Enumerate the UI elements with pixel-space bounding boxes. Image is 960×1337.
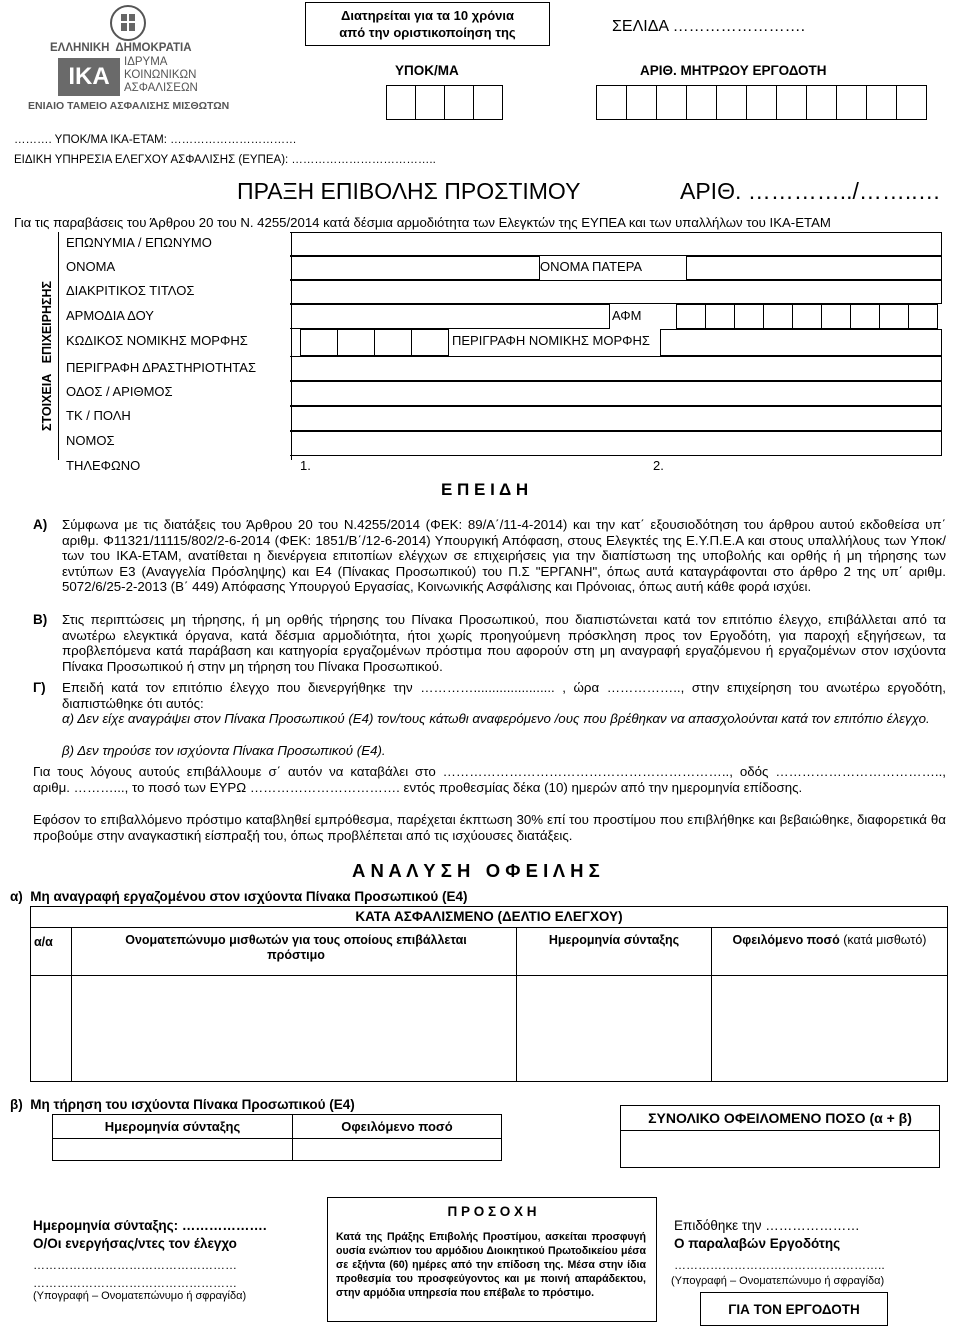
ika-mark-icon xyxy=(58,58,120,96)
footer-dots-3: …………………………………………….. xyxy=(674,1258,885,1272)
logo-line-2: ΔΗΜΟΚΡΑΤΙΑ xyxy=(115,42,192,54)
section-b-amount-field[interactable] xyxy=(293,1139,501,1160)
attention-text: Κατά της Πράξης Επιβολής Προστίμου, ασκείται προσφυγή ουσία ενώπιον του αρμόδιου Διοικητικού Πρωτοδικείου μέσα σε εξήντα (60) ημέρες από την επίδοση της. Μέσα στην ίδια προθεσμία του προσφεύγοντος και με ποινή απαράδεκτου, στην αρμόδια υπηρεσία που επέβαλε το πρόστιμο. xyxy=(336,1231,646,1299)
section-a-table-title: ΚΑΤΑ ΑΣΦΑΛΙΣΜΕΝΟ (ΔΕΛΤΙΟ ΕΛΕΓΧΟΥ) xyxy=(355,909,623,924)
clause-b-text: Στις περιπτώσεις μη τήρησης, ή μη ορθής τήρησης του Πίνακα Προσωπικού, που διαπιστώνεται κατά τον επιτόπιο έλεγχο, επιβάλλεται από τα ανωτέρω ελεγκτικά όργανα, κατά δέσμια αρμοδιότητα, ήτοι χωρίς προηγούμενη πρόσκληση προς τον Εργοδότη, για παροχή εξηγήσεων, τα προβλεπόμενα κατά παράβαση και κατηγορία εργαζομένων πρόστιμα που αφορούν στη μη αναγραφή εργαζόμενου ή εργαζομένων στον ισχύοντα Πίνακα Προσωπικού ή στην μη τήρηση του Πίνακα Προσωπικού. xyxy=(62,612,946,674)
discount-text: Εφόσον το επιβαλλόμενο πρόστιμο καταβληθεί εμπρόθεσμα, παρέχεται έκπτωση 30% επί του προστίμου που επιβλήθηκε και βεβαιώθηκε, διαφορετικά θα προβούμε στην αναγκαστική είσπραξή του, όπως προβλέπεται από τις ισχύουσες διατάξεις. xyxy=(33,812,946,843)
label-first-name: ΟΝΟΜΑ xyxy=(66,259,116,274)
logo-line-5: ΑΣΦΑΛΙΣΕΩΝ xyxy=(124,82,198,94)
retention-line-1: Διατηρείται για τα 10 χρόνια xyxy=(340,8,515,23)
activity-field[interactable] xyxy=(290,356,942,381)
label-legal-form-code: ΚΩΔΙΚΟΣ ΝΟΜΙΚΗΣ ΜΟΡΦΗΣ xyxy=(66,333,248,348)
father-name-field[interactable] xyxy=(686,256,942,280)
subtitle: Για τις παραβάσεις του Άρθρου 20 του Ν. 4255/2014 κατά δέσμια αρμοδιότητα των Ελεγκτών της ΕΥΠΕΑ και των υπαλλήλων του ΙΚΑ-ΕΤΑΜ xyxy=(14,215,831,230)
ika-branch-line: ………. ΥΠΟΚ/ΜΑ ΙΚΑ-ΕΤΑΜ: …………………………… xyxy=(14,134,297,146)
employer-reg-label: ΑΡΙΘ. ΜΗΤΡΩΟΥ ΕΡΓΟΔΟΤΗ xyxy=(640,63,827,78)
footer-sign-right: (Υπογραφή – Ονοματεπώνυμο ή σφραγίδα) xyxy=(671,1275,885,1287)
retention-box xyxy=(305,2,550,46)
footer-date-label: Ημερομηνία σύνταξης: ………………. xyxy=(33,1218,267,1233)
street-field[interactable] xyxy=(290,381,942,406)
section-b-date-field[interactable] xyxy=(53,1139,292,1160)
logo-line-4: ΚΟΙΝΩΝΙΚΩΝ xyxy=(124,69,197,81)
section-a-label: α) Μη αναγραφή εργαζομένου στον ισχύοντα Πίνακα Προσωπικού (Ε4) xyxy=(10,889,468,904)
clause-c-label: Γ) xyxy=(33,680,46,695)
label-postcode-city: ΤΚ / ΠΟΛΗ xyxy=(66,408,131,423)
total-label: ΣΥΝΟΛΙΚΟ ΟΦΕΙΛΟΜΕΝΟ ΠΟΣΟ (α + β) xyxy=(648,1110,912,1126)
label-father-name: ΟΝΟΜΑ ΠΑΤΕΡΑ xyxy=(540,259,643,274)
analysis-heading: Α Ν Α Λ Υ Σ Η Ο Φ Ε Ι Λ Η Σ xyxy=(352,860,600,881)
section-a-table xyxy=(30,906,948,1082)
phone-1-label: 1. xyxy=(300,458,311,473)
legal-form-desc-field[interactable] xyxy=(660,329,942,356)
attention-box xyxy=(327,1197,657,1322)
ika-logo xyxy=(28,4,238,114)
name-field[interactable] xyxy=(290,232,942,256)
col-names-header: Ονοματεπώνυμο μισθωτών για τους οποίους επιβάλλεται πρόστιμο xyxy=(125,933,467,962)
clause-c-sub-a: α) Δεν είχε αναγράψει στον Πίνακα Προσωπικού (Ε4) τον/τους κάτωθι αναφερόμενο /ους που βρέθηκαν να απασχολούνται κατά τον επιτόπιο έλεγχο. xyxy=(62,711,930,726)
clause-b-label: Β) xyxy=(33,612,48,627)
label-activity: ΠΕΡΙΓΡΑΦΗ ΔΡΑΣΤΗΡΙΟΤΗΤΑΣ xyxy=(66,360,256,375)
total-box xyxy=(620,1105,940,1168)
postcode-city-field[interactable] xyxy=(290,406,942,431)
clause-a-label: Α) xyxy=(33,517,48,532)
label-name: ΕΠΩΝΥΜΙΑ / ΕΠΩΝΥΜΟ xyxy=(66,235,212,250)
logo-line-6: ΕΝΙΑΙΟ ΤΑΜΕΙΟ ΑΣΦΑΛΙΣΗΣ ΜΙΣΘΩΤΩΝ xyxy=(28,100,230,112)
footer-recipient-label: Ο παραλαβών Εργοδότης xyxy=(674,1236,841,1251)
tax-office-field[interactable] xyxy=(290,304,610,329)
business-side-label xyxy=(37,274,57,444)
section-b-col-amount: Οφειλόμενο ποσό xyxy=(341,1119,453,1134)
col-amount-header: Οφειλόμενο ποσό xyxy=(732,933,840,947)
trade-name-field[interactable] xyxy=(290,280,942,304)
logo-line-1: ΕΛΛΗΝΙΚΗ xyxy=(50,42,110,54)
whereas-heading: Ε Π Ε Ι Δ Η xyxy=(441,480,529,499)
col-amount-note: (κατά μισθωτό) xyxy=(843,933,927,947)
business-side-text: ΣΤΟΙΧΕΙΑ ΕΠΙΧΕΙΡΗΣΗΣ xyxy=(40,280,54,432)
section-a-entry-area[interactable] xyxy=(31,976,947,1081)
col-no-header: α/α xyxy=(34,935,53,949)
afm-boxes[interactable] xyxy=(676,304,937,329)
logo-line-3: ΙΔΡΥΜΑ xyxy=(124,56,168,68)
sepe-line: ΕΙΔΙΚΗ ΥΠΗΡΕΣΙΑ ΕΛΕΓΧΟΥ ΑΣΦΑΛΙΣΗΣ (ΕΥΠΕΑ): ……………………………….. xyxy=(14,154,436,166)
section-b-label: β) Μη τήρηση του ισχύοντα Πίνακα Προσωπικού (Ε4) xyxy=(10,1097,355,1112)
footer-dots-1: …………………………………………… xyxy=(33,1258,237,1272)
label-phone: ΤΗΛΕΦΩΝΟ xyxy=(66,458,141,473)
footer-sign-left: (Υπογραφή – Ονοματεπώνυμο ή σφραγίδα) xyxy=(33,1290,247,1302)
page-number-label: ΣΕΛΙΔΑ ……………………. xyxy=(612,18,806,35)
legal-form-code-boxes[interactable] xyxy=(300,329,448,356)
act-number: ΑΡΙΘ. …………../……..… xyxy=(680,178,941,204)
label-trade-name: ΔΙΑΚΡΙΤΙΚΟΣ ΤΙΤΛΟΣ xyxy=(66,283,195,298)
total-amount-field[interactable] xyxy=(621,1131,939,1167)
payment-text: Για τους λόγους αυτούς επιβάλλουμε σ΄ αυτόν να καταβάλει στο ……………………………………………………….., οδός ……………………………….., αριθμ. ………..., το ποσό των ΕΥΡΩ ……………………………. εντός προθεσμίας δέκα (10) ημερών από την ημερομηνία επίδοσης. xyxy=(33,764,946,795)
clause-a-text: Σύμφωνα με τις διατάξεις του Άρθρου 20 του Ν.4255/2014 (ΦΕΚ: 89/Α΄/11-4-2014) και την κατ΄ εξουσιοδότηση του άρθρου αυτού εκδοθείσα υπ΄ αριθμ. Φ11321/11115/802/2-6-2014 (ΦΕΚ: 1851/Β΄/12-6-2014) Υπουργική Απόφαση, στους Ελεγκτές της Ε.Υ.Π.Ε.Α και στους υπαλλήλους των Υποκ/των του ΙΚΑ-ΕΤΑΜ, ανατίθεται η διενέργεια επιτοπίων ελέγχων σε επιχειρήσεις για την διαπίστωση της υποβολής και ορθής ή μη τήρησης των εντύπων Ε3 (Αναγγελία Πρόσληψης) και Ε4 (Πίνακας Προσωπικού) του Π.Σ "ΕΡΓΑΝΗ", όπως αυτά καταγράφονται στο άρθρο 2 της υπ΄ αριθμ. 5072/6/25-2-2013 (Β΄ 449) Απόφασης Υπουργού Εργασίας, Κοινωνικής Ασφάλισης και Πρόνοιας, όπως αυτή κάθε φορά ισχύει. xyxy=(62,517,946,594)
greek-emblem-icon xyxy=(108,4,148,42)
footer-served-label: Επιδόθηκε την ………………… xyxy=(674,1218,860,1233)
retention-line-2: από την οριστικοποίηση της xyxy=(339,25,516,40)
prefecture-field[interactable] xyxy=(290,431,942,456)
ika-mark-text: ΙΚΑ xyxy=(68,63,110,90)
page-title: ΠΡΑΞΗ ΕΠΙΒΟΛΗΣ ΠΡΟΣΤΙΜΟΥ xyxy=(237,178,581,204)
label-tax-office: ΑΡΜΟΔΙΑ ΔΟΥ xyxy=(66,308,154,323)
label-street: ΟΔΟΣ / ΑΡΙΘΜΟΣ xyxy=(66,384,173,399)
phone-2-label: 2. xyxy=(653,458,664,473)
ypok-code-boxes[interactable] xyxy=(386,85,502,120)
employer-box-label: ΓΙΑ ΤΟΝ ΕΡΓΟΔΟΤΗ xyxy=(728,1302,860,1317)
first-name-field[interactable] xyxy=(290,256,540,280)
clause-c-sub-b: β) Δεν τηρούσε τον ισχύοντα Πίνακα Προσωπικού (Ε4). xyxy=(62,743,386,758)
attention-title: Π Ρ Ο Σ Ο Χ Η xyxy=(447,1204,537,1219)
section-b-col-date: Ημερομηνία σύνταξης xyxy=(104,1119,241,1134)
clause-c-text: Επειδή κατά τον επιτόπιο έλεγχο που διενεργήθηκε την …………...................... , ώρα …………….., στην επιχείρηση του ανωτέρω εργοδότη, διαπιστώθηκε ότι αυτός: xyxy=(62,680,946,711)
footer-dots-2: …………………………………………… xyxy=(33,1276,237,1290)
footer-auditors-label: Ο/Οι ενεργήσας/ντες τον έλεγχο xyxy=(33,1236,237,1251)
label-prefecture: ΝΟΜΟΣ xyxy=(66,433,115,448)
section-b-table xyxy=(52,1114,502,1161)
label-afm: ΑΦΜ xyxy=(612,308,642,323)
label-legal-form-desc: ΠΕΡΙΓΡΑΦΗ ΝΟΜΙΚΗΣ ΜΟΡΦΗΣ xyxy=(452,333,650,348)
employer-reg-boxes[interactable] xyxy=(596,85,926,120)
employer-box xyxy=(700,1292,888,1326)
col-date-header: Ημερομηνία σύνταξης xyxy=(548,933,680,947)
ypok-label: ΥΠΟΚ/ΜΑ xyxy=(395,63,459,78)
